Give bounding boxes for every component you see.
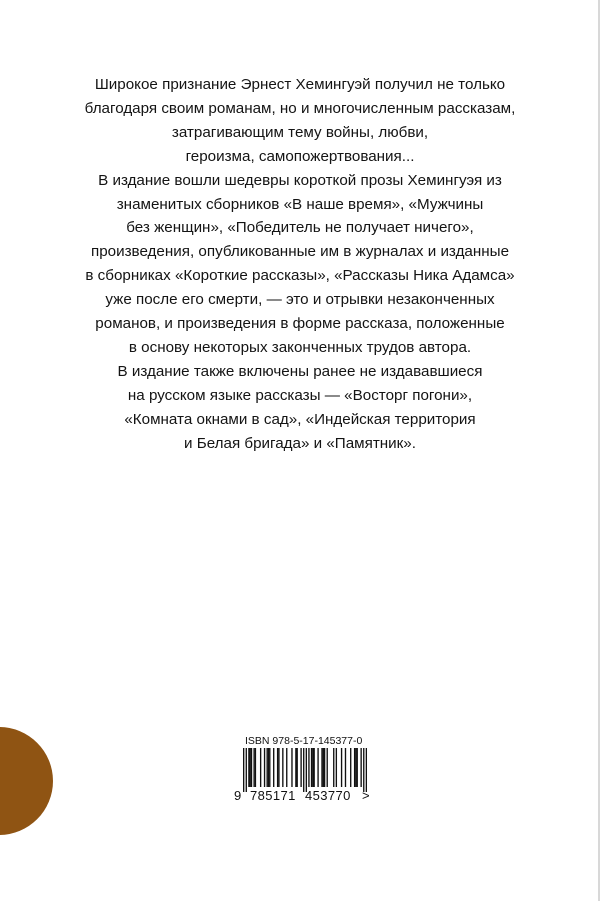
description-line: затрагивающим тему войны, любви, — [171, 123, 429, 141]
barcode-bar — [253, 748, 254, 787]
barcode-bar — [251, 748, 252, 787]
barcode-bar — [282, 748, 283, 787]
barcode-bar — [295, 748, 296, 787]
barcode-bar — [243, 748, 244, 792]
barcode-digits-left: 785171 — [250, 788, 296, 803]
description-line: произведения, опубликованные им в журналах и изданные — [90, 243, 510, 261]
description-line: в основу некоторых законченных трудов автора. — [128, 338, 472, 356]
barcode-bar — [313, 748, 314, 787]
publisher-badge-circle — [0, 727, 53, 835]
barcode-bar — [341, 748, 342, 787]
barcode-bar — [291, 748, 292, 787]
barcode-bar — [278, 748, 279, 787]
barcode-bar — [323, 748, 324, 787]
description-line: без женщин», «Победитель не получает ничего», — [126, 219, 474, 237]
barcode-bar — [327, 748, 328, 787]
description-line: знаменитых сборников «В наше время», «Мужчины — [116, 195, 484, 213]
barcode-bar — [360, 748, 361, 787]
description-line: героизма, самопожертвования... — [185, 147, 415, 165]
barcode-quiet-zone-arrow: > — [362, 788, 370, 803]
barcode-bar — [273, 748, 274, 787]
barcode-bar — [297, 748, 298, 787]
barcode-bar — [317, 748, 318, 787]
barcode-bar — [260, 748, 261, 787]
barcode-bar — [308, 748, 309, 787]
description-line: Широкое признание Эрнест Хемингуэй получил не только — [94, 76, 506, 93]
barcode-bar — [324, 748, 325, 787]
barcode-bar — [268, 748, 269, 787]
barcode-bar — [306, 748, 307, 792]
isbn-barcode-block — [232, 735, 382, 805]
barcode-bar — [350, 748, 351, 787]
barcode-bar — [345, 748, 346, 787]
barcode-bar — [277, 748, 278, 787]
barcode-bar — [336, 748, 337, 787]
barcode-bar — [255, 748, 256, 787]
barcode-bar — [248, 748, 249, 787]
description-line: и Белая бригада» и «Памятник». — [184, 434, 416, 452]
barcode-bar — [300, 748, 301, 787]
barcode-bar — [321, 748, 322, 787]
barcode-bar — [266, 748, 267, 787]
description-line: «Комната окнами в сад», «Индейская территория — [124, 410, 476, 428]
isbn-label: ISBN 978-5-17-145377-0 — [245, 735, 363, 747]
barcode-bar — [366, 748, 367, 792]
barcode-icon — [243, 748, 367, 792]
barcode-bar — [269, 748, 270, 787]
description-line: благодаря своим романам, но и многочисленным рассказам, — [84, 99, 516, 117]
barcode-bar — [264, 748, 265, 787]
description-line: на русском языке рассказы — «Восторг погони», — [127, 386, 473, 404]
description-line: уже после его смерти, — это и отрывки незаконченных — [105, 291, 495, 309]
barcode-bar — [250, 748, 251, 787]
barcode-bar — [286, 748, 287, 787]
barcode-bar — [246, 748, 247, 792]
barcode-bar — [333, 748, 334, 787]
book-description — [60, 73, 540, 456]
barcode-bar — [303, 748, 304, 792]
barcode-bar — [311, 748, 312, 787]
barcode-bar — [312, 748, 313, 787]
description-line: романов, и произведения в форме рассказа, положенные — [95, 315, 505, 333]
description-line: в сборниках «Короткие рассказы», «Рассказы Ника Адамса» — [85, 267, 515, 285]
barcode-bar — [357, 748, 358, 787]
barcode-digits — [232, 789, 382, 803]
barcode-digit-first: 9 — [234, 788, 242, 803]
description-line: В издание также включены ранее не издававшиеся — [117, 362, 483, 380]
barcode-digits-right: 453770 — [305, 788, 351, 803]
barcode-bar — [355, 748, 356, 787]
barcode-bar — [354, 748, 355, 787]
barcode-bar — [363, 748, 364, 792]
description-line: В издание вошли шедевры короткой прозы Хемингуэя из — [98, 171, 502, 189]
